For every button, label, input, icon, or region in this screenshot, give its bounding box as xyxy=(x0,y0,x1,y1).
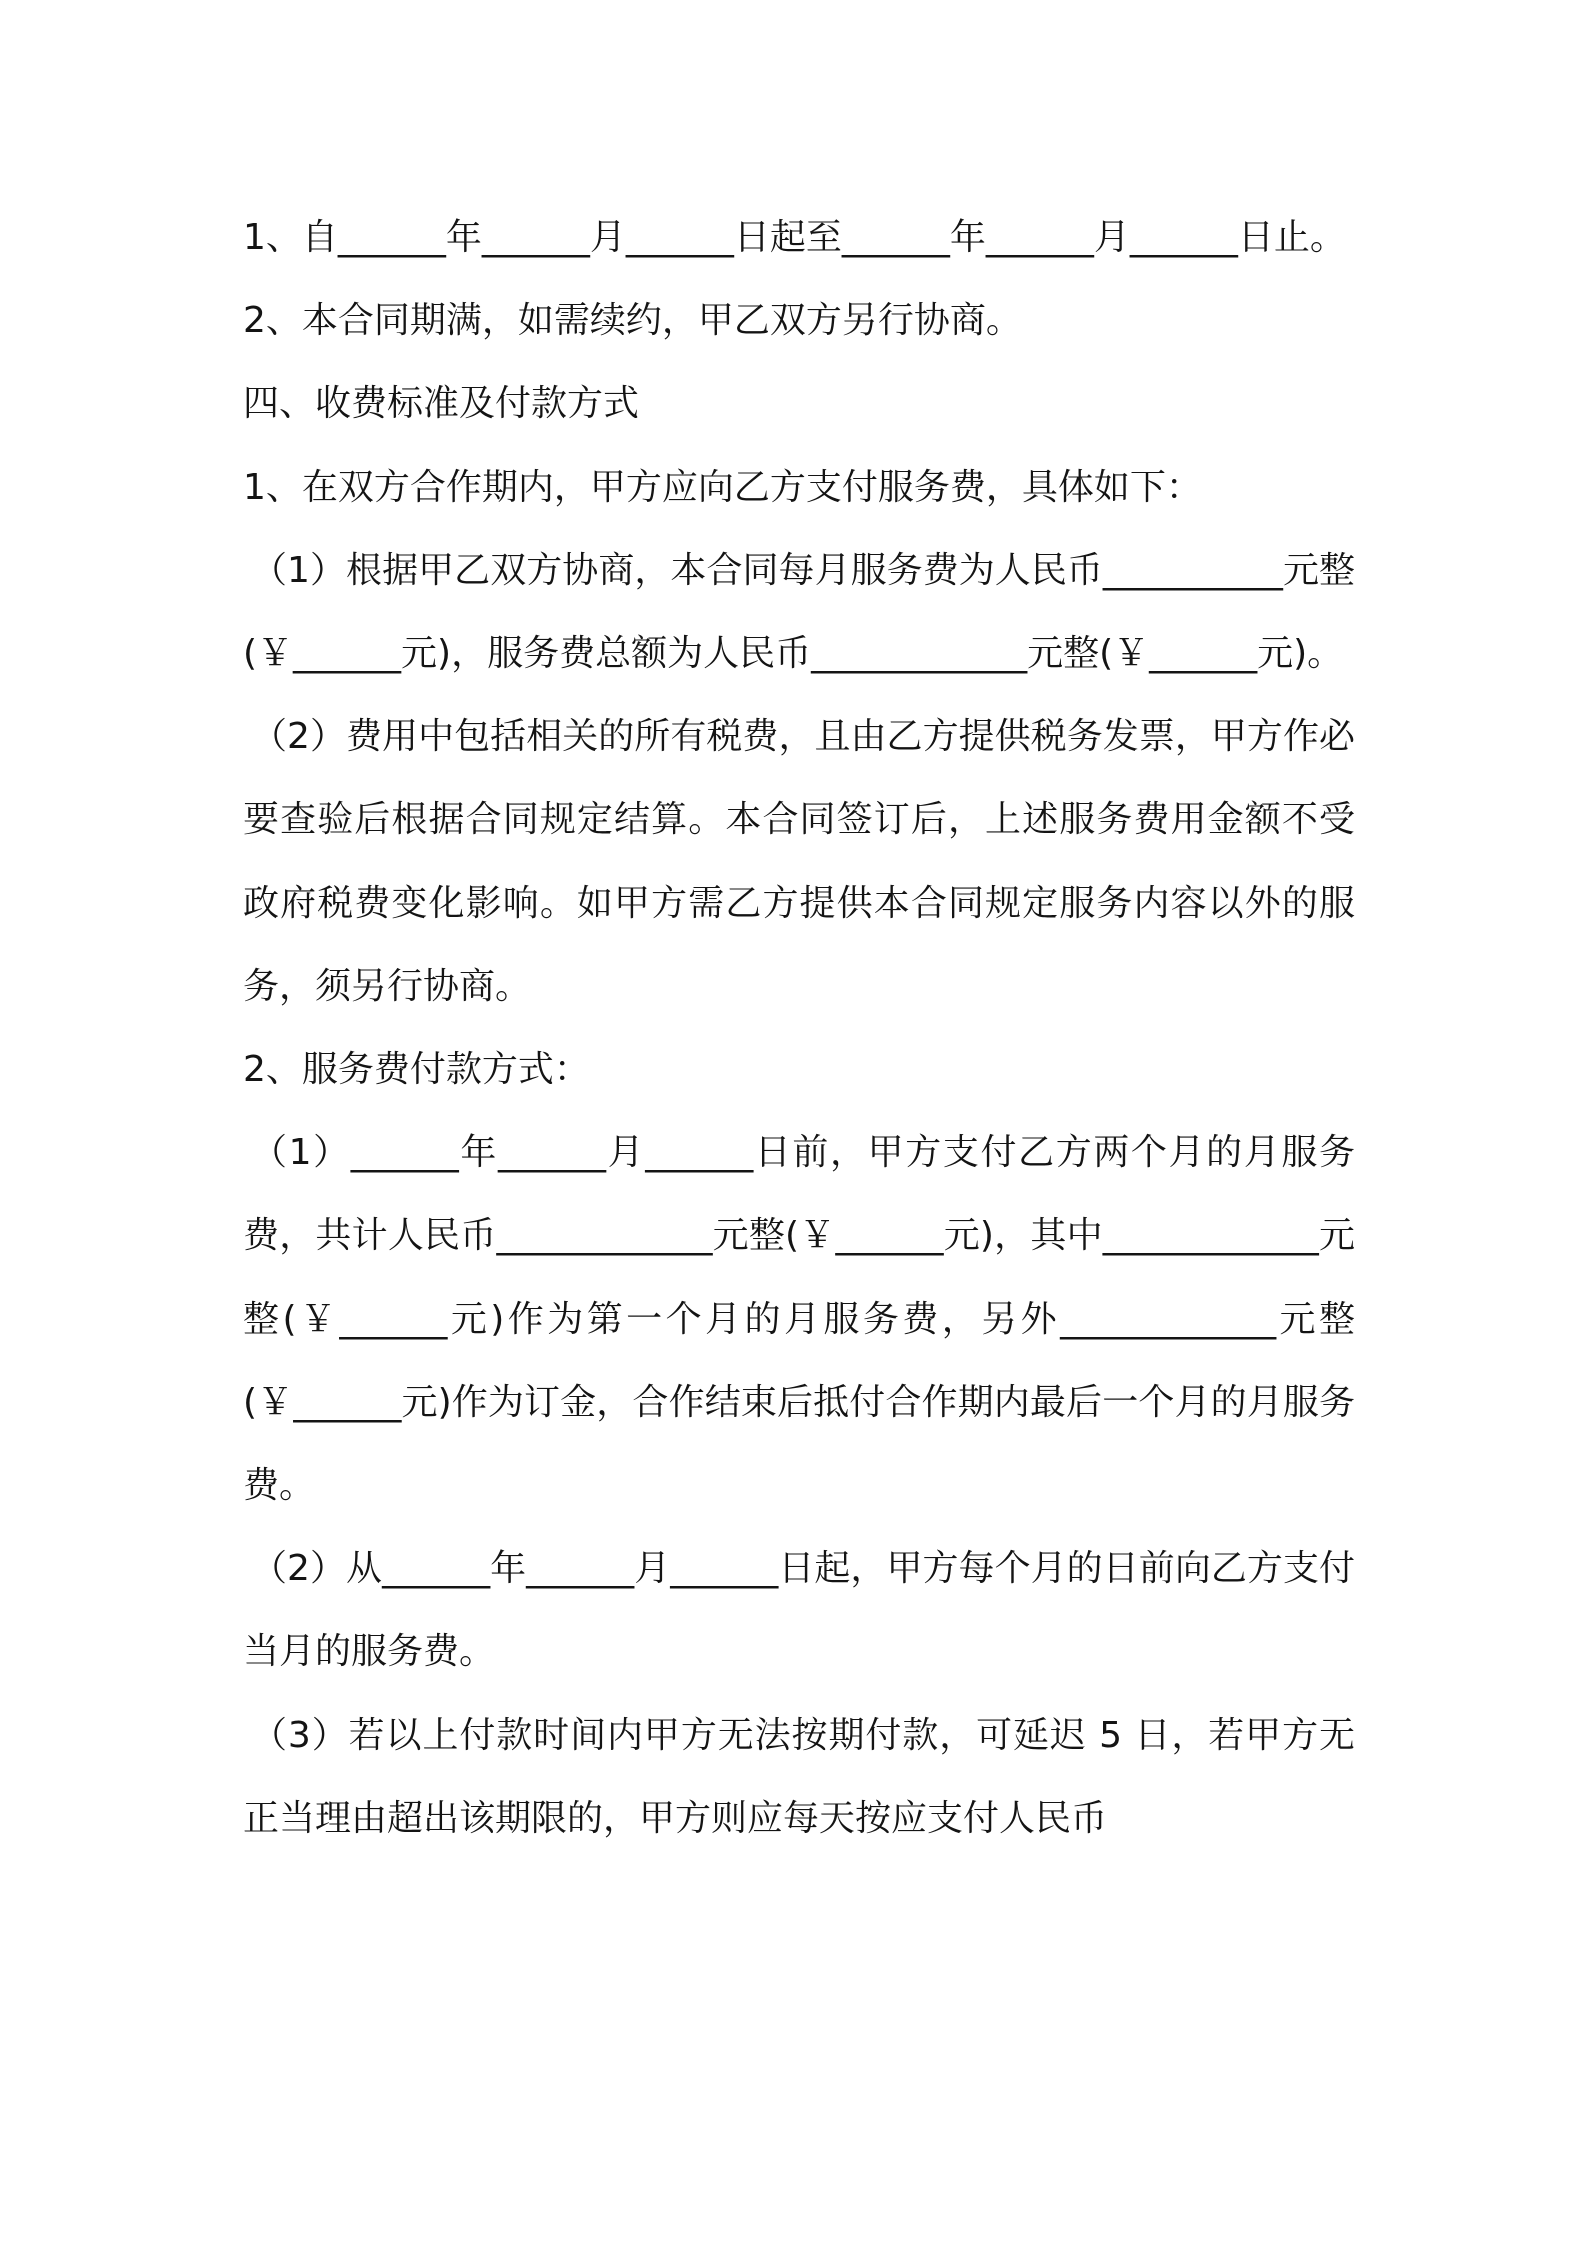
clause-renewal: 2、本合同期满，如需续约，甲乙双方另行协商。 xyxy=(243,300,1022,342)
clause-fee-intro: 1、在双方合作期内，甲方应向乙方支付服务费，具体如下： xyxy=(243,466,1202,508)
clause-monthly-fee: （1）根据甲乙双方协商，本合同每月服务费为人民币__________元整(￥______元)，服务费总额为人民币____________元整(￥______元)。 xyxy=(243,549,1355,675)
clause-monthly-payment: （2）从______年______月______日起，甲方每个月的日前向乙方支付当月的服务费。 xyxy=(243,1548,1355,1673)
document-body xyxy=(243,196,1355,1860)
clause-late-payment: （3）若以上付款时间内甲方无法按期付款，可延迟 5 日，若甲方无正当理由超出该期限的，甲方则应每天按应支付人民币 xyxy=(243,1714,1355,1839)
clause-taxes: （2）费用中包括相关的所有税费，且由乙方提供税务发票，甲方作必要查验后根据合同规定结算。本合同签订后，上述服务费用金额不受政府税费变化影响。如甲方需乙方提供本合同规定服务内容以外的服务，须另行协商。 xyxy=(243,716,1355,1007)
clause-payment-method: 2、服务费付款方式： xyxy=(243,1049,590,1091)
section-heading-fees: 四、收费标准及付款方式 xyxy=(243,383,640,425)
clause-term-dates: 1、自______年______月______日起至______年______月______日止。 xyxy=(243,217,1346,258)
clause-first-payment: （1）______年______月______日前，甲方支付乙方两个月的月服务费，共计人民币____________元整(￥______元)，其中____________元整(￥______元)作为第一个月的月服务费，另外____________元整(￥______元)作为订金，合作结束后抵付合作期内最后一个月的月服务费。 xyxy=(243,1132,1355,1507)
